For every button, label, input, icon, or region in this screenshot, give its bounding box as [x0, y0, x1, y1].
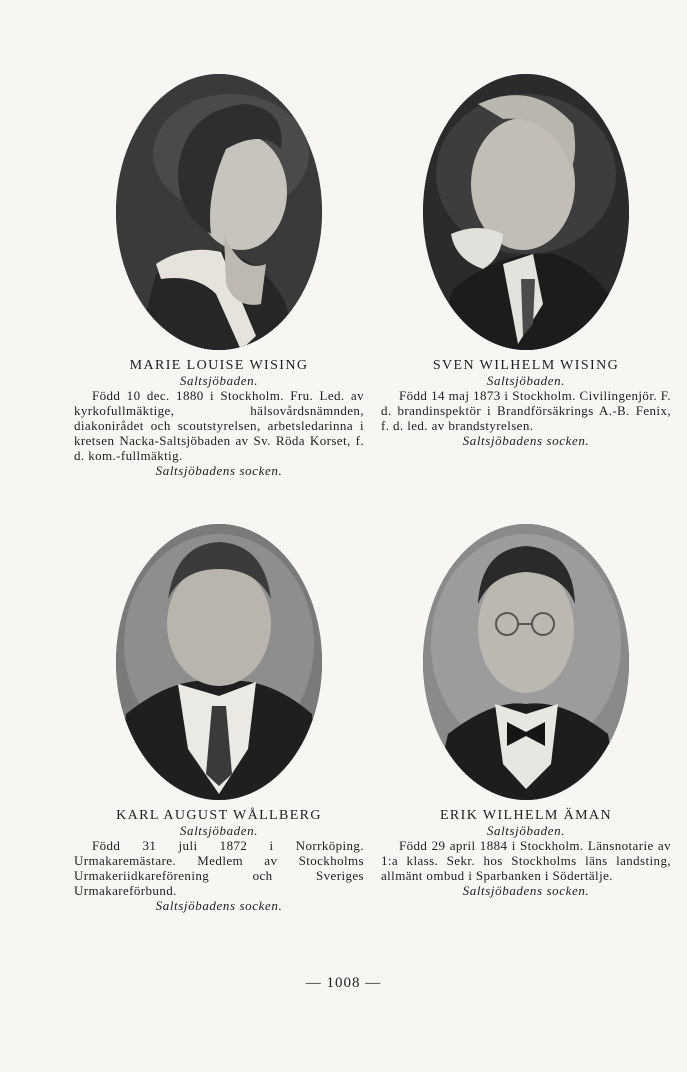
person-name: SVEN WILHELM WISING — [432, 358, 620, 373]
biography-text: Född 14 maj 1873 i Stockholm. Civilingenjör. F. d. brandinspektör i Brandförsäkrings A.-B. Fenix, f. d. led. av brandstyrelsen. — [381, 388, 671, 433]
parish: Saltsjöbadens socken. — [155, 898, 283, 913]
residence: Saltsjöbaden. — [179, 373, 259, 388]
portrait-photo — [423, 74, 629, 350]
person-name: ERIK WILHELM ÄMAN — [439, 808, 613, 823]
residence: Saltsjöbaden. — [486, 823, 566, 838]
portrait-photo — [423, 524, 629, 800]
biography-text: Född 29 april 1884 i Stockholm. Länsnotarie av 1:a klass. Sekr. hos Stockholms läns landsting, allmänt ombud i Sparbanken i Södertälje. — [381, 838, 671, 883]
biography-entry — [74, 74, 364, 478]
residence: Saltsjöbaden. — [179, 823, 259, 838]
biography-text: Född 10 dec. 1880 i Stockholm. Fru. Led. av kyrkofullmäktige, hälsovårdsnämnden, diakonirådet och scoutstyrelsen, arbetsledarinna i kretsen Nacka-Saltsjöbaden av Sv. Röda Korset, f. d. kom.-fullmäktig. — [74, 388, 364, 463]
portrait-photo — [116, 524, 322, 800]
portrait-photo — [116, 74, 322, 350]
residence: Saltsjöbaden. — [486, 373, 566, 388]
person-name: KARL AUGUST WÅLLBERG — [116, 808, 322, 823]
biography-entry — [381, 74, 671, 448]
parish: Saltsjöbadens socken. — [462, 433, 590, 448]
biography-entry — [74, 524, 364, 913]
parish: Saltsjöbadens socken. — [462, 883, 590, 898]
biography-entry — [381, 524, 671, 898]
parish: Saltsjöbadens socken. — [155, 463, 283, 478]
biography-text: Född 31 juli 1872 i Norrköping. Urmakaremästare. Medlem av Stockholms Urmakeriidkareförening och Sveriges Urmakareförbund. — [74, 838, 364, 898]
person-name: MARIE LOUISE WISING — [129, 358, 309, 373]
page-number: — 1008 — — [305, 975, 382, 991]
